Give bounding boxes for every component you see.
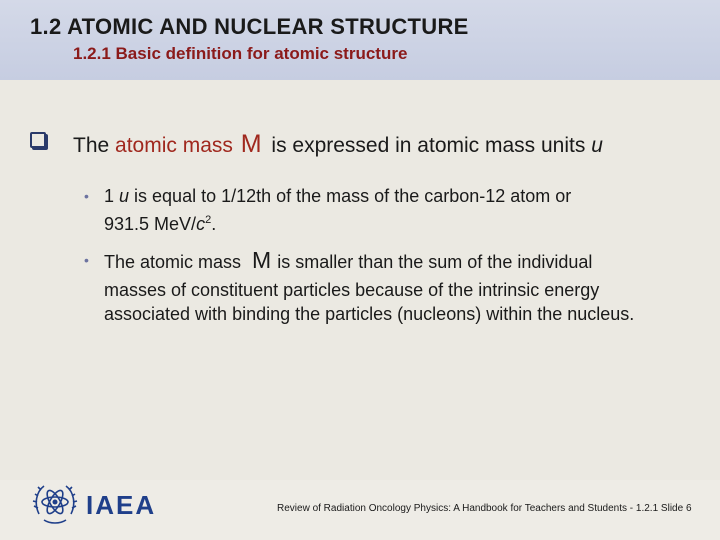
bullet-2-text-c: is smaller than the sum of the individual (277, 252, 593, 272)
footer-citation: Review of Radiation Oncology Physics: A Handbook for Teachers and Students - 1.2.1 Slide 6 (277, 503, 692, 514)
main-symbol-m: M (240, 130, 262, 158)
bullet-1-energy: 931.5 MeV/ (104, 214, 197, 234)
bullet-1-period: . (211, 214, 217, 234)
bullet-2-text-a: The atomic mass (104, 252, 247, 272)
bullet-1-line-2 (104, 214, 216, 235)
bullet-2-line-1 (104, 247, 592, 274)
bullet-2-line-3: associated with binding the particles (nucleons) within the nucleus. (104, 304, 635, 324)
bullet-1-symbol-u: u (119, 186, 130, 206)
slide-title: 1.2 ATOMIC AND NUCLEAR STRUCTURE (30, 14, 469, 39)
bullet-1-symbol-c: c (196, 214, 206, 234)
bullet-2-symbol-m: M (252, 247, 272, 273)
main-text-1: The (73, 134, 116, 157)
slide-header (0, 0, 720, 81)
bullet-1-line-1 (104, 186, 571, 207)
slide-subtitle: 1.2.1 Basic definition for atomic structure (73, 44, 408, 63)
bullet-1-text-a: 1 (104, 186, 120, 206)
bullet-dot-1: • (84, 188, 89, 204)
main-statement (73, 130, 603, 159)
bullet-2-line-2: masses of constituent particles because of the intrinsic energy (104, 280, 600, 300)
checkbox-bullet-icon (30, 132, 46, 148)
main-text-2: is expressed in atomic mass units (265, 134, 592, 157)
iaea-logo-text: IAEA (86, 490, 157, 520)
main-symbol-u: u (591, 134, 603, 157)
bullet-1-exponent: 2 (205, 214, 212, 226)
iaea-logo-icon (30, 478, 80, 530)
bullet-1-text-c: is equal to 1/12th of the mass of the carbon-12 atom or (129, 186, 572, 206)
main-text-highlight: atomic mass (115, 134, 239, 157)
bullet-dot-2: • (84, 252, 89, 268)
